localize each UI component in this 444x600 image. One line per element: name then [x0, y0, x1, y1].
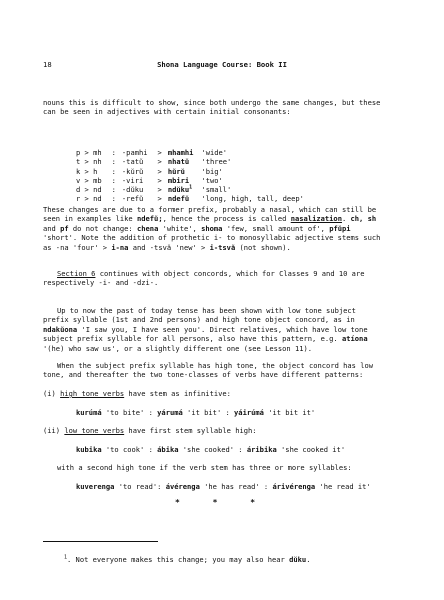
para1-line-4: 'short'. Note the addition of prothetic i- to monosyllabic adjective stems such	[43, 233, 381, 243]
example-arrow: >	[157, 166, 162, 176]
example-rule: v > mb	[76, 175, 102, 185]
example-gloss: 'small'	[201, 185, 232, 195]
example-stem: -kŭrŭ	[121, 166, 144, 176]
example-colon: :	[111, 157, 116, 167]
para1-line-5: as -na 'four' > i-na and -tsvă 'new' > i-tsvă (not shown).	[43, 242, 291, 252]
example-gloss: 'two'	[201, 175, 223, 185]
section-6-reference: Section 6	[57, 269, 96, 278]
case-ii-examples: kubika 'to cook' : ábika 'she cooked' : áribika 'she cooked it'	[76, 445, 346, 454]
example-form: mhamhi	[167, 148, 194, 157]
example-row	[76, 185, 308, 194]
section6-paragraph-cont: respectively -i- and -dzi-.	[43, 278, 159, 288]
example-stem: -pamhi	[121, 148, 148, 157]
example-rule: k > h	[76, 166, 98, 176]
running-title: Shona Language Course: Book II	[157, 60, 287, 69]
para1-line-3: and pf do not change: chena 'white', shoma 'few, small amount of', pfŭpi	[43, 223, 351, 233]
example-colon: :	[111, 148, 116, 157]
example-colon: :	[111, 185, 116, 195]
example-gloss: 'wide'	[201, 148, 228, 157]
example-arrow: >	[157, 157, 162, 167]
nasalization-paragraph	[43, 205, 403, 252]
example-rule: t > nh	[76, 157, 102, 167]
tone-paragraph-first: When the subject prefix syllable has high tone, the object concord has low	[57, 361, 374, 370]
example-gloss: 'big'	[201, 166, 223, 176]
example-rule: p > mh	[76, 148, 102, 157]
para1-line-2: seen in examples like ndefŭ;, hence the process is called nasalization. ch, sh	[43, 214, 377, 224]
example-colon: :	[111, 194, 116, 204]
example-arrow: >	[157, 175, 162, 185]
intro-line-1: nouns this is difficult to show, since both undergo the same changes, but these	[43, 98, 381, 107]
footnote-marker: 1	[189, 184, 193, 191]
footnote-rule	[43, 541, 158, 542]
section6-paragraph: Section 6 continues with object concords, which for Classes 9 and 10 are	[57, 269, 365, 278]
example-row	[76, 167, 308, 176]
example-stem: -refŭ	[121, 194, 144, 204]
section-divider-stars: * * *	[174, 498, 270, 507]
example-row	[76, 176, 308, 185]
example-form: mbiri	[167, 175, 190, 185]
example-gloss: 'long, high, tall, deep'	[201, 194, 304, 204]
para1-line-1: These changes are due to a former prefix, probably a nasal, which can still be	[43, 205, 377, 214]
example-form: ndŭku$^1$	[167, 184, 193, 195]
example-stem: -viri	[121, 175, 144, 185]
example-rule: r > nd	[76, 194, 102, 204]
case-ii-heading: (ii) low tone verbs have first stem syllable high:	[43, 426, 257, 435]
past-tense-paragraph: prefix syllable (1st and 2nd persons) and high tone object concord, as in ndakŭona 'I saw you, I have seen you'. Direct relatives, which have low tone subject prefix syllable for all persons, also have this pattern, e.g. atíona '(he) who saw us', or a slightly different one (see Lesson 11).	[43, 315, 368, 353]
example-colon: :	[111, 175, 116, 185]
example-rule: d > nd	[76, 185, 102, 195]
example-gloss: 'three'	[201, 157, 232, 167]
example-form: hŭrŭ	[167, 166, 185, 176]
example-form: nhatŭ	[167, 157, 190, 167]
example-row	[76, 157, 308, 166]
case-i-heading: (i) high tone verbs have stem as infinitive:	[43, 389, 231, 398]
example-colon: :	[111, 166, 116, 176]
nasalization-term: nasalization	[290, 214, 342, 224]
case-iii-intro: with a second high tone if the verb stem has three or more syllables:	[57, 463, 352, 472]
example-arrow: >	[157, 194, 162, 204]
example-stem: -tatŭ	[121, 157, 144, 167]
tone-paragraph: tone, and thereafter the two tone-classes of verbs have different patterns:	[43, 370, 364, 380]
case-i-examples: kurúmá 'to bite' : yárumá 'it bit' : yáirúmá 'it bit it'	[76, 408, 316, 417]
page-number: 18	[43, 60, 52, 69]
example-arrow: >	[157, 185, 162, 195]
nasalization-examples-table	[76, 148, 308, 204]
case-iii-examples: kuverenga 'to read': ávérenga 'he has read' : árivérenga 'he read it'	[76, 482, 371, 491]
intro-line-2: can be seen in adjectives with certain initial consonants:	[43, 107, 291, 117]
example-row	[76, 148, 308, 157]
example-form: ndefŭ	[167, 194, 190, 204]
footnote: $^1$. Not everyone makes this change; you may also hear dŭku.	[64, 554, 311, 564]
intro-paragraph	[43, 98, 403, 117]
example-arrow: >	[157, 148, 162, 157]
example-row	[76, 194, 308, 203]
past-tense-paragraph-first: Up to now the past of today tense has been shown with low tone subject	[57, 306, 356, 315]
example-stem: -dŭku	[121, 185, 144, 195]
